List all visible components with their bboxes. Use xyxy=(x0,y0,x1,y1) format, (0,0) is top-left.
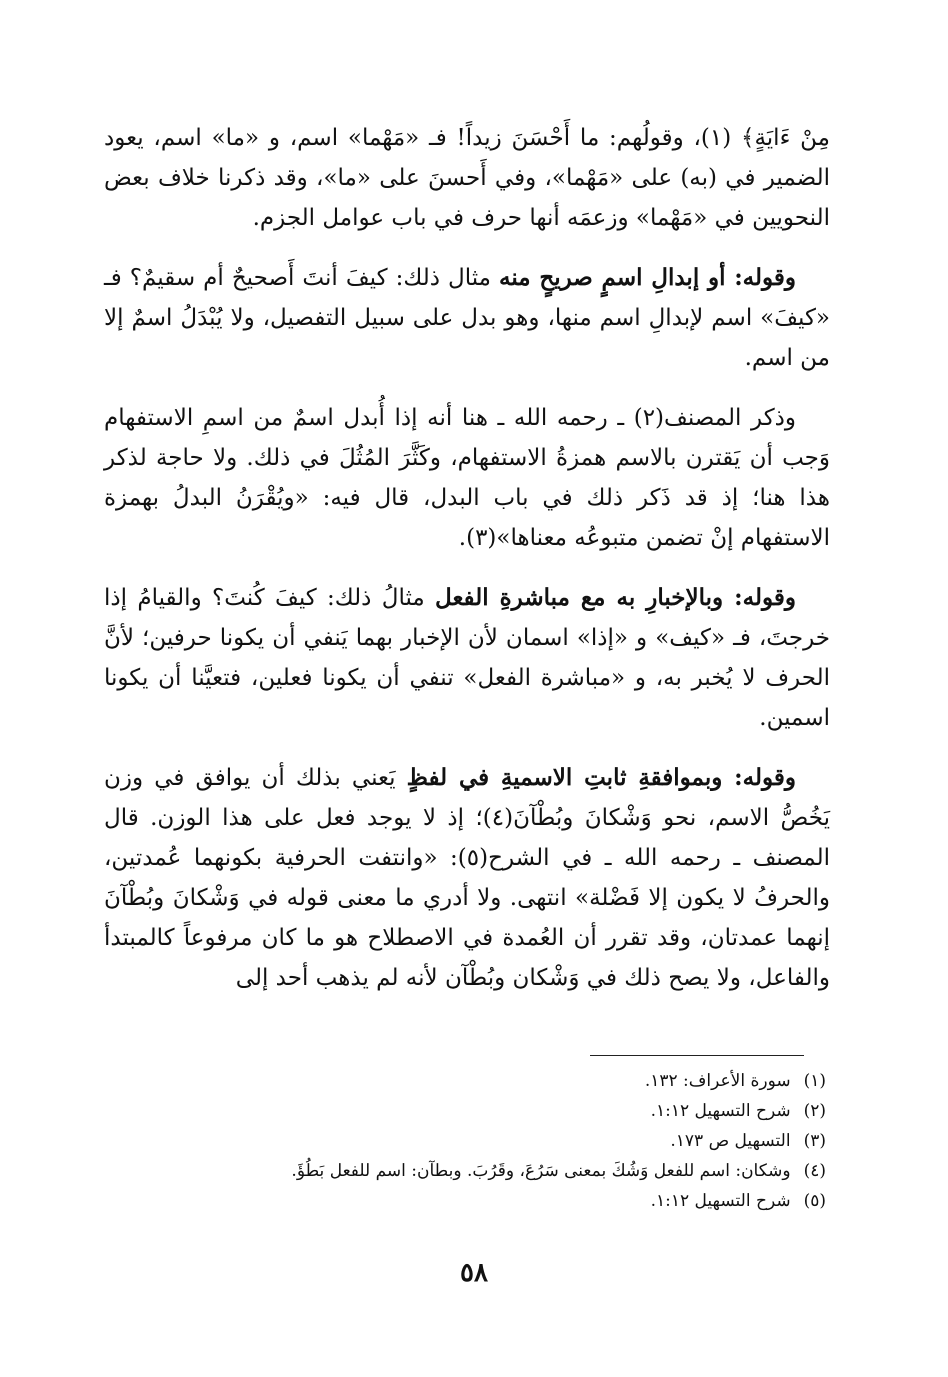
footnote-number: (٥) xyxy=(803,1191,826,1211)
footnote-number: (١) xyxy=(803,1071,826,1091)
footnote-number: (٢) xyxy=(803,1101,826,1121)
footnote-item xyxy=(150,1066,826,1096)
footnote-text: سورة الأعراف: ١٣٢. xyxy=(644,1071,791,1091)
footnote-item xyxy=(150,1186,826,1216)
main-text xyxy=(104,118,830,1018)
paragraph-lead: وقوله: وبموافقةِ ثابتِ الاسميةِ في لفظٍ xyxy=(406,764,796,791)
paragraph-4 xyxy=(104,578,830,738)
paragraph-text: مثال ذلك: كيفَ أنتَ أَصحيحٌ أم سقيمٌ؟ فـ «كيفَ» اسم لإبدالِ اسم منها، وهو بدل على سبيل التفصيل، ولا يُبْدَلُ اسمٌ إلا من اسم. xyxy=(104,265,830,371)
paragraph-3 xyxy=(104,398,830,558)
footnote-text: التسهيل ص ١٧٣. xyxy=(670,1131,791,1151)
footnote-item xyxy=(150,1156,826,1186)
footnote-number: (٣) xyxy=(803,1131,826,1151)
paragraph-5 xyxy=(104,758,830,998)
footnote-item xyxy=(150,1126,826,1156)
paragraph-text: مِنْ ءَايَةٍ﴾ (١)، وقولُهم: ما أَحْسَنَ زيداً! فـ «مَهْما» اسم، و «ما» اسم، يعود الضمير في (به) على «مَهْما»، وفي أَحسنَ على «ما»، وقد ذكرنا خلاف بعض النحويين في «مَهْما» وزعمَه أنها حرف في باب عوامل الجزم. xyxy=(104,125,830,231)
footnote-text: وشكان: اسم للفعل وَشُكَ بمعنى سَرُعَ، وقَرُبَ. وبطآن: اسم للفعل بَطُؤَ. xyxy=(291,1161,791,1181)
footnote-text: شرح التسهيل ١:١٢. xyxy=(650,1101,791,1121)
paragraph-1 xyxy=(104,118,830,238)
paragraph-lead: وقوله: أو إبدالِ اسمٍ صريحٍ منه xyxy=(499,264,797,291)
footnote-number: (٤) xyxy=(803,1161,826,1181)
paragraph-text: يَعني بذلك أن يوافق في وزن يَخُصُّ الاسم، نحو وَشْكانَ وبُطْآنَ(٤)؛ إذ لا يوجد فعل على هذا الوزن. قال المصنف ـ رحمه الله ـ في الشرح(٥): «وانتفت الحرفية بكونهما عُمدتين، والحرفُ لا يكون إلا فَضْلة» انتهى. ولا أدري ما معنى قوله في وَشْكانَ وبُطْآنَ إنهما عمدتان، وقد تقرر أن العُمدة في الاصطلاح هو ما كان مرفوعاً كالمبتدأ والفاعل، ولا يصح ذلك في وَشْكان وبُطْآن لأنه لم يذهب أحد إلى xyxy=(104,765,830,991)
footnote-text: شرح التسهيل ١:١٢. xyxy=(650,1191,791,1211)
paragraph-2 xyxy=(104,258,830,378)
paragraph-text: وذكر المصنف(٢) ـ رحمه الله ـ هنا أنه إذا أُبدل اسمٌ من اسمِ الاستفهام وَجب أن يَقترن بالاسم همزةُ الاستفهام، وكَثَّرَ المُثُلَ في ذلك. ولا حاجة لذكر هذا هنا؛ إذ قد ذَكر ذلك في باب البدل، قال فيه: «ويُقْرَنُ البدلُ بهمزة الاستفهام إنْ تضمن متبوعُه معناها»(٣). xyxy=(104,405,830,551)
footnote-divider xyxy=(590,1055,804,1056)
page-number: ٥٨ xyxy=(460,1258,488,1288)
paragraph-lead: وقوله: وبالإخبارِ به مع مباشرةِ الفعل xyxy=(435,584,796,611)
footnote-item xyxy=(150,1096,826,1126)
paragraph-text: مثالُ ذلك: كيفَ كُنتَ؟ والقيامُ إذا خرجتَ، فـ «كيف» و «إذا» اسمان لأن الإخبار بهما يَنفي أن يكونا حرفين؛ لأنَّ الحرف لا يُخبر به، و «مباشرة الفعل» تنفي أن يكونا فعلين، فتعيَّنا أن يكونا اسمين. xyxy=(104,585,830,731)
footnotes xyxy=(150,1066,826,1216)
